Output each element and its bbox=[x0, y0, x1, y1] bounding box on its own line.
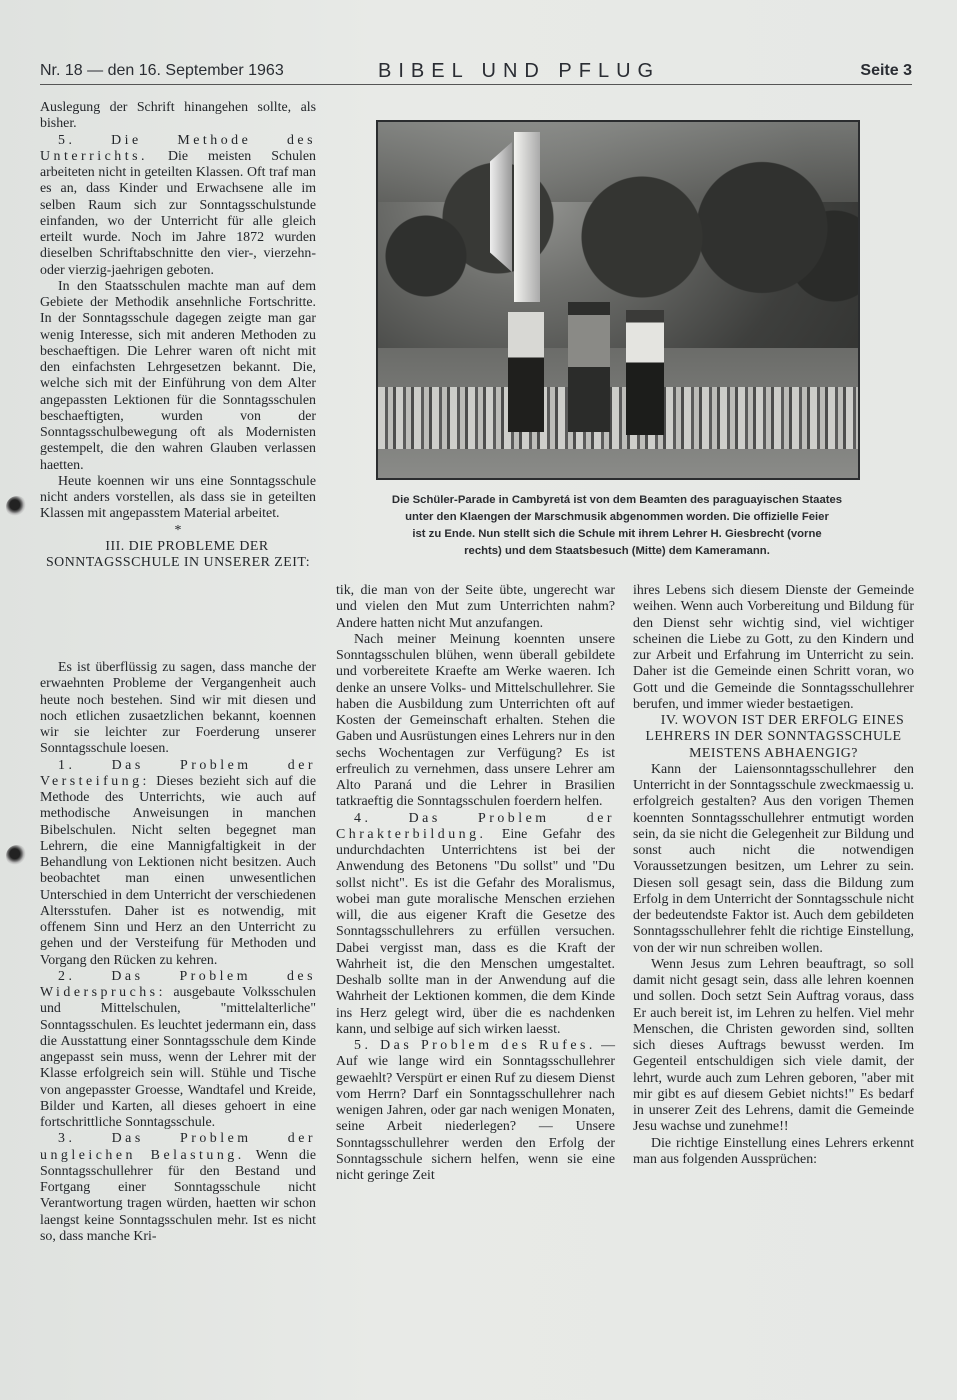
parade-photo bbox=[376, 120, 860, 480]
column-middle bbox=[336, 583, 615, 1184]
paragraph: tik, die man von der Seite übte, ungerecht war und vielen den Mut zum Unterrichten nahm? Andere hatten nicht Mut anzufangen. bbox=[336, 583, 615, 631]
caption-line: rechts) und dem Staatsbesuch (Mitte) dem Kameramann. bbox=[464, 545, 770, 557]
section-label: 4. Das Problem der Chrakterbildung. bbox=[336, 810, 615, 842]
section-heading: III. DIE PROBLEME DER SONNTAGSSCHULE IN UNSERER ZEIT: bbox=[45, 538, 311, 570]
section-label: 2. Das Problem des Widerspruchs: bbox=[40, 968, 316, 1000]
page-header bbox=[40, 58, 912, 84]
photo-person bbox=[626, 310, 664, 435]
paragraph: 2. Das Problem des Widerspruchs: ausgebaute Volksschulen und Mittelschulen, "mittelalterliche" Sonntagsschulen. Es leuchtet jedermann ein, dass die Ausstattung einer Sonntagsschule dem Kinde angepasst sein muss, wenn der Lehrer mit der Klasse erfolgreich sein will. Stühle und Tische von angepasster Groesse, Wandtafel und Kreide, Bilder und Karten, all dieses gehoert in eine fortschrittliche Sonntagsschule. bbox=[40, 968, 316, 1130]
paragraph: 1. Das Problem der Versteifung: Dieses bezieht sich auf die Methode des Unterrichts, wie auch auf methodische Anweisungen in manchen Bibelschulen. Nicht selten begegnet man Lehrern, die eine Mannigfaltigkeit in der Behandlung von Lektionen nicht besitzen. Auch beobachtet man einen unwesentlichen Unterschied in dem Unterricht der verschiedenen Altersstufen. Daher ist es notwendig, mit offenem Sinn und Herz an den Unterricht zu gehen und der Versteifung für Methoden und Vorgang den Rücken zu kehren. bbox=[40, 757, 316, 968]
issue-line: Nr. 18 — den 16. September 1963 bbox=[40, 62, 284, 79]
paragraph: Es ist überflüssig zu sagen, dass manche der erwaehnten Probleme der Vergangenheit auch heute noch bestehen. Sind wir mit diesen und noch etlichen zusaetzlichen bekannt, koennen wir sie leichter zur Foerderung unserer Sonntagsschule loesen. bbox=[40, 660, 316, 757]
page-number: Seite 3 bbox=[860, 62, 912, 79]
caption-line: ist zu Ende. Nun stellt sich die Schule mit ihrem Lehrer H. Giesbrecht (vorne bbox=[412, 528, 822, 540]
punch-hole bbox=[6, 496, 28, 518]
paragraph: Die richtige Einstellung eines Lehrers erkennt man aus folgenden Aussprüchen: bbox=[633, 1135, 914, 1167]
photo-caption bbox=[372, 492, 862, 560]
photo-trees bbox=[378, 142, 858, 332]
paragraph: Heute koennen wir uns eine Sonntagsschule nicht anders vorstellen, als dass sie in geteilten Klassen mit angepasstem Material arbeitet. bbox=[40, 473, 316, 522]
section-label: 5. Das Problem des Rufes. bbox=[354, 1038, 596, 1053]
column-left-top bbox=[40, 100, 316, 571]
paragraph: Auslegung der Schrift hinangehen sollte, als bisher. bbox=[40, 100, 316, 132]
section-label: 1. Das Problem der Versteifung: bbox=[40, 757, 316, 789]
section-label: 5. Die Methode des Unterrichts. bbox=[40, 132, 316, 164]
paragraph: ihres Lebens sich diesem Dienste der Gemeinde weihen. Wenn auch Vorbereitung und Bildung für den Dienst sehr wichtig sind, viel wichtiger scheinen die Liebe zu Gott, zu den Kindern und zur Arbeit und Erfahrung im Unterricht zu sein. Daher ist die Gemeinde einen Schritt voran, wo Gott und die Gemeinde die Sonntagsschullehrer berufen, und immer wieder bestaetigen. bbox=[633, 583, 914, 712]
section-label: 3. Das Problem der ungleichen Belastung. bbox=[40, 1131, 316, 1163]
masthead-title: BIBEL UND PFLUG bbox=[378, 60, 661, 82]
header-rule bbox=[40, 84, 912, 85]
photo-person bbox=[568, 302, 610, 432]
column-right bbox=[633, 583, 914, 1168]
photo-flag bbox=[514, 132, 540, 302]
caption-line: unter den Klaengen der Marschmusik abgenommen worden. Die offizielle Feier bbox=[405, 511, 829, 523]
photo-person bbox=[508, 312, 544, 432]
paragraph: In den Staatsschulen machte man auf dem Gebiete der Methodik ansehnliche Fortschritte. In der Sonntagsschule dagegen zeigte man gar wenig Interesse, sich mit anderen Methoden zu beschaeftigen. Die Lehrer waren oft nicht mit den einfachsten Lehrgesetzen bekannt. Die, welche sich mit der Einführung von dem Alter angepassten Lektionen für die Sonntagsschulen beschaeftigten, wurden von der Sonntagsschulbewegung oft als Modernisten gestempelt, die den wahren Glauben verlassen haetten. bbox=[40, 278, 316, 473]
punch-hole bbox=[6, 845, 28, 867]
paragraph: Nach meiner Meinung koennten unsere Sonntagsschulen blühen, wenn überall gebildete und vorbereitete Kraefte am Werke waeren. Ich denke an unsere Volks- und Mittelschullehrer. Sie haben die Ausbildung zum Unterrichten oft auf Kosten der Gemeinschaft erhalten. Stehen die Gaben und Ausrüstungen eines Lehrers nur in den sechs Wochentagen zur Verfügung? Es ist erfreulich zu vernehmen, dass unsere Lehrer am Alto Paraná und die Lehrer in Brasilien tatkraeftig die Sonntagsschulen foerdern helfen. bbox=[336, 631, 615, 810]
paragraph: 5. Das Problem des Rufes. — Auf wie lange wird ein Sonntagsschullehrer gewaehlt? Verspürt er einen Ruf zu diesem Dienst vom Herrn? Darf ein Sonntagsschullehrer nach wenigen Jahren, oder gar nach wenigen Monaten, seine Arbeit niederlegen? — Unsere Sonntagsschullehrer werden den Erfolg der Sonntagsschule sichern helfen, wenn sie eine nicht geringe Zeit bbox=[336, 1038, 615, 1183]
paragraph: 4. Das Problem der Chrakterbildung. Eine Gefahr des undurchdachten Unterrichtens ist bei der Anwendung des Betonens "Du sollst" und "Du sollst nicht". Es ist die Gefahr des Moralismus, wobei man gute moralische Menschen erziehen will, die aus eigener Kraft die Gesetze des Sonntagsschullehrers zu erfüllen versuchen. Dabei vergisst man, dass es die Kraft der Wahrheit ist, die den Menschen umgestaltet. Deshalb sollte man in der Anwendung auf die Wahrheit der Lektionen kommen, die dem Kinde ins Herz gelegt wird, über die es nachdenken kann, und selbige auf sich wirken laesst. bbox=[336, 810, 615, 1037]
column-left-bottom bbox=[40, 660, 316, 1245]
paragraph: Kann der Laiensonntagsschullehrer den Unterricht in der Sonntagsschule zweckmaessig u. erfolgreich gestalten? Aus den vorigen Themen koennten Sonntagsschullehrer entmutigt worden sein, da sie nicht die Gelegenheit zur Bildung und sonst auch nicht die notwendigen Voraussetzungen besitzen, um Lehrer zu sein. Diesen soll gesagt sein, dass die Bildung zum Erfolg in dem Unterricht der Sonntagsschule nicht der bedeutendste Faktor ist. Auch dem gebildeten Sonntagsschullehrer fehlt die richtige Einstellung, von der wir nun schreiben wollen. bbox=[633, 761, 914, 956]
separator-star: * bbox=[174, 522, 182, 538]
section-heading: IV. WOVON IST DER ERFOLG EINES LEHRERS IN DER SONNTAGSSCHULE MEISTENS ABHAENGIG? bbox=[645, 713, 905, 761]
caption-line: Die Schüler-Parade in Cambyretá ist von dem Beamten des paraguayischen Staates bbox=[391, 494, 843, 506]
paragraph: 5. Die Methode des Unterrichts. Die meisten Schulen arbeiteten nicht in geteilten Klassen. Oft traf man es an, dass Kinder und Erwachsene alle im selben Raum sich zur Sonntagsschulstunde einfanden, wo der Unterricht für alle gleich erteilt wurde. Noch im Jahre 1872 wurden dieselben Schriftabschnitte den vier-, vierzehn- oder vierzig-jaehrigen geboten. bbox=[40, 132, 316, 278]
paragraph: Wenn Jesus zum Lehren beauftragt, so soll damit nicht gesagt sein, dass alle lehren koennen und sollen. Doch setzt Sein Auftrag voraus, dass Er auch bereit ist, im Lehren zu helfen. Viel mehr Menschen, die Christen geworden sind, sollten sich dieses Auftrags bewusst werden. Im Gegenteil entschuldigen sich viele damit, der lehrt, wurde auch zum Lehren geboren, "aber mit mir gibt es auf diesem Gebiet nichts!" Es bedarf in unserer Zeit des Lehrens, damit die Gemeinde Jesu wachse und zunehme!! bbox=[633, 956, 914, 1135]
photo-students-row bbox=[378, 387, 858, 449]
photo-flag bbox=[490, 142, 512, 272]
paragraph: 3. Das Problem der ungleichen Belastung. Wenn die Sonntagsschullehrer für den Bestand und Fortgang einer Sonntagsschule nicht Verantwortung tragen würden, haetten wir schon laengst keine Sonntagsschulen mehr. Ist es nicht so, dass manche Kri- bbox=[40, 1131, 316, 1244]
